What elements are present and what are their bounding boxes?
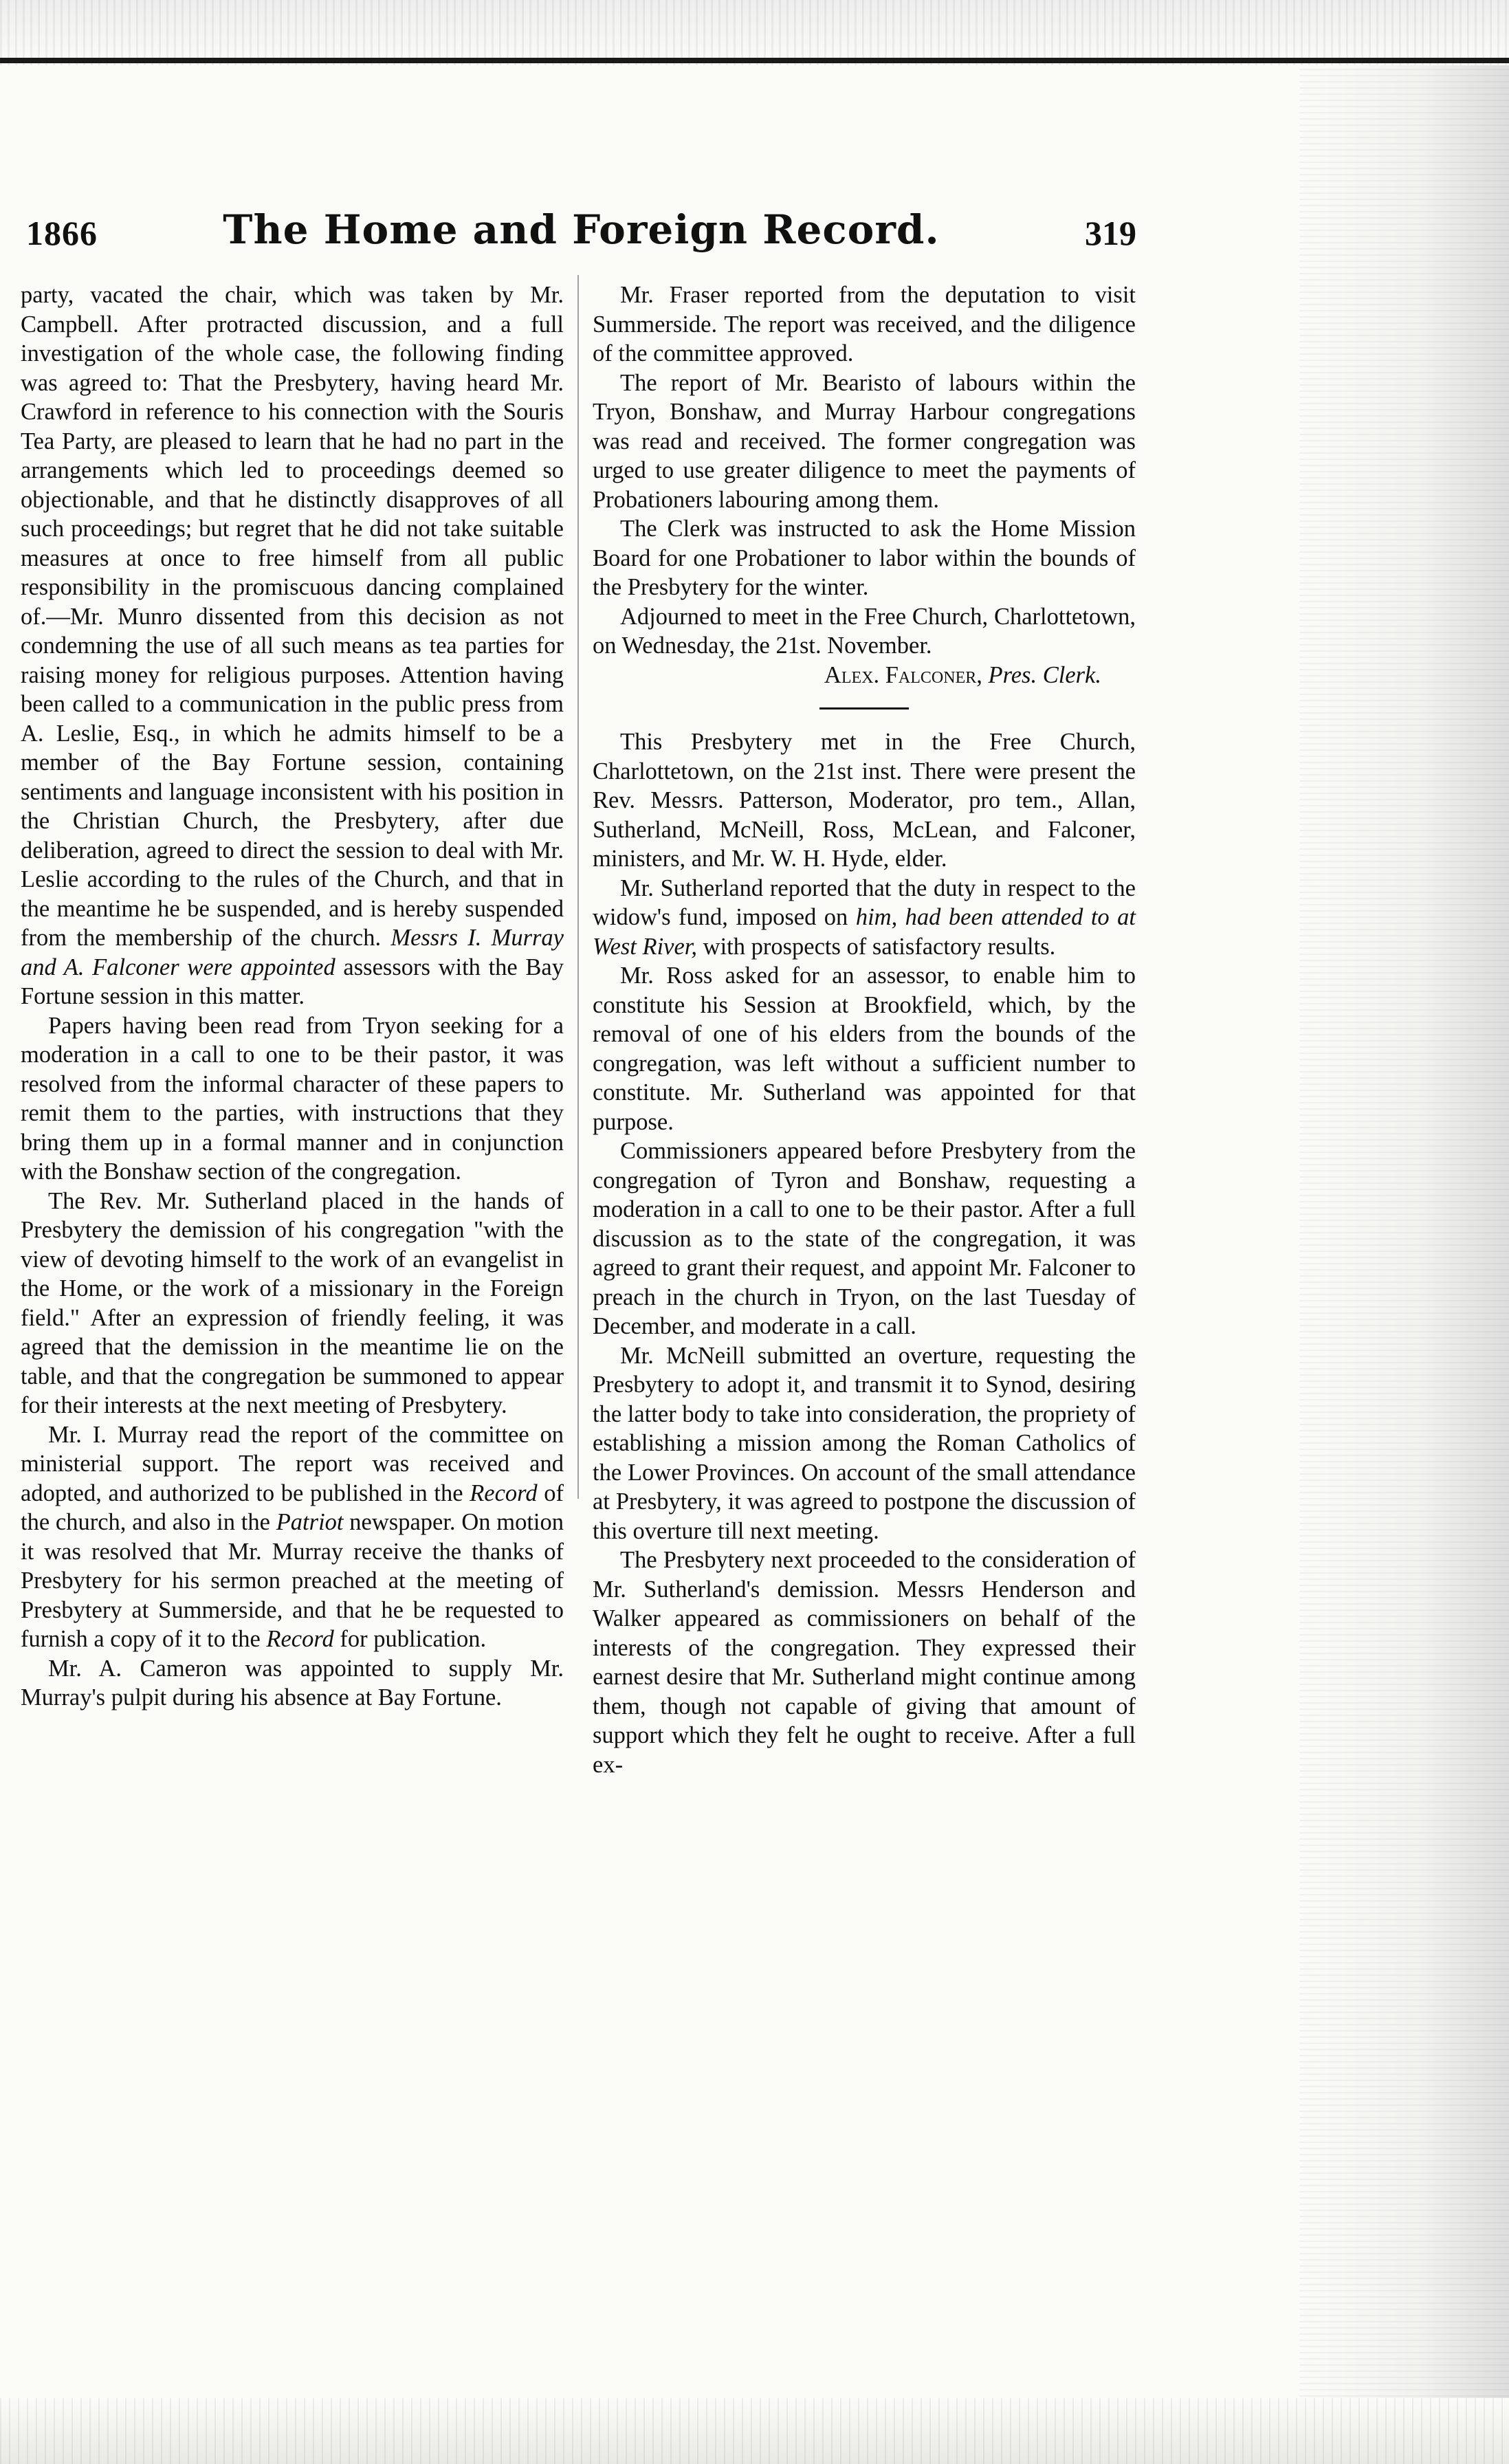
scan-top-edge — [0, 0, 1509, 65]
paragraph-text: Mr. Sutherland reported that the duty in respect to the widow's fund, imposed on — [593, 874, 1136, 930]
signature-title: Pres. Clerk. — [988, 661, 1101, 688]
paragraph-text: assessors with the Bay Fortune session in this matter. — [21, 954, 564, 1009]
paragraph: The report of Mr. Bearisto of labours within the Tryon, Bonshaw, and Murray Harbour congregations was read and received. The former congregation was urged to use greater diligence to meet the payments of Probationers labouring among them. — [593, 369, 1136, 513]
left-column — [21, 280, 564, 1713]
paragraph: Mr. A. Cameron was appointed to supply Mr. Murray's pulpit during his absence at Bay Fortune. — [21, 1655, 564, 1710]
paragraph: The Clerk was instructed to ask the Home Mission Board for one Probationer to labor within the bounds of the Presbytery for the winter. — [593, 516, 1136, 600]
italic-text: Messrs I. Murray and A. Falconer were appointed — [21, 925, 564, 980]
paragraph-text: Mr. I. Murray read the report of the committee on ministerial support. The report was received and adopted, and authorized to be published in the — [21, 1421, 564, 1506]
paragraph: Mr. Fraser reported from the deputation to visit Summerside. The report was received, and the diligence of the committee approved. — [593, 282, 1136, 366]
signature — [593, 661, 1136, 690]
paragraph-text: of the church, and also in the — [21, 1480, 564, 1535]
paragraph — [21, 1420, 564, 1654]
paragraph — [593, 874, 1136, 962]
paragraph: Mr. McNeill submitted an overture, requesting the Presbytery to adopt it, and transmit it to Synod, desiring the latter body to take into consideration, the propriety of establishing a mission among the Roman Catholics of the Lower Provinces. On account of the small attendance at Presbytery, it was agreed to postpone the discussion of this overture till next meeting. — [593, 1342, 1136, 1544]
italic-text: Record — [470, 1480, 538, 1506]
scan-top-rule — [0, 58, 1509, 63]
paragraph: Papers having been read from Tryon seeking for a moderation in a call to one to be their pastor, it was resolved from the informal character of these papers to remit them to the parties, with instructions that they bring them up in a formal manner and in conjunction with the Bonshaw section of the congregation. — [21, 1012, 564, 1185]
column-divider — [577, 275, 579, 1499]
italic-text: Record — [266, 1626, 334, 1652]
paragraph: This Presbytery met in the Free Church, Charlottetown, on the 21st inst. There were present the Rev. Messrs. Patterson, Moderator, pro tem., Allan, Sutherland, McNeill, Ross, McLean, and Falconer, ministers, and Mr. W. H. Hyde, elder. — [593, 729, 1136, 872]
paragraph: The Presbytery next proceeded to the consideration of Mr. Sutherland's demission. Messrs Henderson and Walker appeared as commissioners on behalf of the interests of the congregation. They expressed their earnest desire that Mr. Sutherland might continue among them, though not capable of giving that amount of support which they felt he ought to receive. After a full ex- — [593, 1547, 1136, 1778]
running-header — [26, 206, 1136, 261]
paragraph: Commissioners appeared before Presbytery from the congregation of Tyron and Bonshaw, requesting a moderation in a call to one to be their pastor. After a full discussion as to the state of the congregation, it was agreed to grant their request, and appoint Mr. Falconer to preach in the church in Tryon, on the last Tuesday of December, and moderate in a call. — [593, 1138, 1136, 1339]
italic-text: Patriot — [276, 1509, 344, 1535]
paragraph-text: newspaper. On motion it was resolved that Mr. Murray receive the thanks of Presbytery for his sermon preached at the meeting of Presbytery at Summerside, and that he be requested to furnish a copy of it to the — [21, 1509, 564, 1652]
page-number: 319 — [1085, 214, 1136, 252]
paragraph-text: party, vacated the chair, which was taken by Mr. Campbell. After protracted discussion, and a full investigation of the whole case, the following finding was agreed to: That the Presbytery, having heard Mr. Crawford in reference to his connection with the Souris Tea Party, are pleased to learn that he had no part in the arrangements which led to proceedings deemed so objectionable, and that he distinctly disapproves of all such proceedings; but regret that he did not take suitable measures at once to free himself from all public responsibility in the promiscuous dancing complained of.—Mr. Munro dissented from this decision as not condemning the use of all such means as tea parties for raising money for religious purposes. Attention having been called to a communication in the public press from A. Leslie, Esq., in which he admits himself to be a member of the Bay Fortune session, containing sentiments and language inconsistent with his position in the Christian Church, the Presbytery, after due deliberation, agreed to direct the session to deal with Mr. Leslie according to the rules of the Church, and that in the meantime he be suspended, and is hereby suspended from the membership of the church. — [21, 282, 564, 951]
journal-title: The Home and Foreign Record. — [223, 206, 940, 253]
paragraph: Mr. Ross asked for an assessor, to enable him to constitute his Session at Brookfield, which, by the removal of one of his elders from the bounds of the congregation, was left without a sufficient number to constitute. Mr. Sutherland was appointed for that purpose. — [593, 962, 1136, 1135]
paragraph: Adjourned to meet in the Free Church, Charlottetown, on Wednesday, the 21st. November. — [593, 603, 1136, 659]
paragraph-text: with prospects of satisfactory results. — [703, 933, 1056, 960]
scan-right-margin — [1299, 65, 1509, 2403]
section-rule — [819, 707, 909, 710]
italic-text: him, had been attended to at West River, — [593, 904, 1136, 960]
signature-name: Alex. Falconer, — [824, 661, 982, 688]
right-column — [593, 280, 1136, 1779]
paragraph: The Rev. Mr. Sutherland placed in the hands of Presbytery the demission of his congregation "with the view of devoting himself to the work of an evangelist in the Home, or the work of a missionary in the Foreign field." After an expression of friendly feeling, it was agreed that the demission in the meantime lie on the table, and that the congregation be summoned to appear for their interests at the next meeting of Presbytery. — [21, 1187, 564, 1418]
paragraph-text: for publication. — [340, 1626, 487, 1652]
scan-bottom-edge — [0, 2398, 1509, 2464]
header-year: 1866 — [26, 214, 98, 252]
paragraph — [21, 280, 564, 1011]
